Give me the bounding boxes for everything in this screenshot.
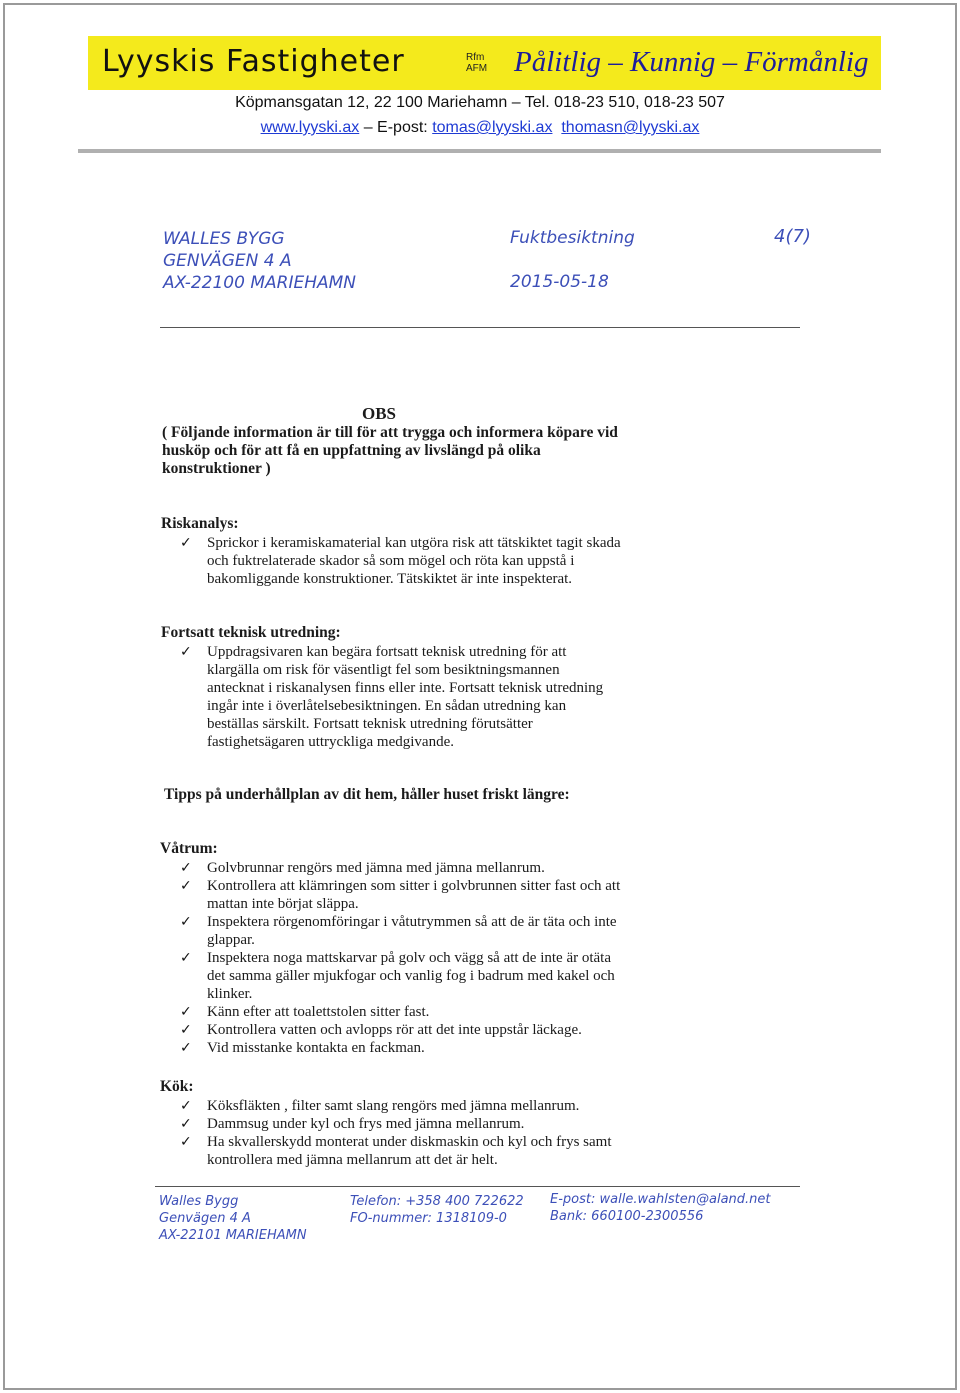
list-item-text: Ha skvallerskydd monterat under diskmaskin och kyl och frys samt kontrollera med jämna mellanrum att det är helt. bbox=[207, 1134, 612, 1168]
list-item-text: Kontrollera att klämringen som sitter i golvbrunnen sitter fast och att mattan inte börjat släppa. bbox=[207, 878, 621, 912]
list-item bbox=[180, 1021, 625, 1039]
email-link-2[interactable]: thomasn@lyyski.ax bbox=[561, 119, 700, 136]
certification-afm: AFM bbox=[466, 63, 488, 74]
document-date: 2015-05-18 bbox=[510, 272, 609, 292]
riskanalys-list bbox=[180, 534, 625, 588]
contact-line bbox=[80, 119, 880, 137]
checkmark-icon: ✓ bbox=[180, 914, 192, 930]
kok-title: Kök: bbox=[160, 1078, 194, 1095]
list-item-text: Sprickor i keramiskamaterial kan utgöra risk att tätskiktet tagit skada och fuktrelaterade skador så som mögel och röta kan uppstå i bakomliggande konstruktioner. Tätskiktet är inte inspekterat. bbox=[207, 535, 621, 587]
list-item bbox=[180, 1133, 625, 1169]
sender-city: AX-22100 MARIEHAMN bbox=[163, 273, 356, 293]
email-link-1[interactable]: tomas@lyyski.ax bbox=[432, 119, 553, 136]
sender-street: GENVÄGEN 4 A bbox=[163, 251, 292, 271]
footer-company: Walles Bygg bbox=[159, 1194, 239, 1209]
document-header-divider bbox=[160, 327, 800, 328]
list-item bbox=[180, 643, 620, 751]
page-number: 4(7) bbox=[774, 226, 811, 247]
list-item bbox=[180, 949, 625, 1003]
footer-street: Genvägen 4 A bbox=[159, 1211, 251, 1226]
header-divider bbox=[78, 149, 881, 153]
footer-email-block bbox=[550, 1191, 771, 1225]
checkmark-icon: ✓ bbox=[180, 878, 192, 894]
list-item-text: Vid misstanke kontakta en fackman. bbox=[207, 1040, 425, 1056]
address-line: Köpmansgatan 12, 22 100 Mariehamn – Tel. 018-23 510, 018-23 507 bbox=[235, 94, 725, 111]
checkmark-icon: ✓ bbox=[180, 1022, 192, 1038]
footer-address bbox=[159, 1193, 307, 1244]
checkmark-icon: ✓ bbox=[180, 1098, 192, 1114]
slogan: Pålitlig – Kunnig – Förmånlig bbox=[514, 46, 869, 78]
list-item-text: Kontrollera vatten och avlopps rör att det inte uppstår läckage. bbox=[207, 1022, 582, 1038]
list-item-text: Golvbrunnar rengörs med jämna med jämna mellanrum. bbox=[207, 860, 545, 876]
sender-name: WALLES BYGG bbox=[163, 229, 285, 249]
vatrum-title: Våtrum: bbox=[160, 840, 218, 857]
company-certification bbox=[466, 52, 487, 74]
list-item-text: Känn efter att toalettstolen sitter fast. bbox=[207, 1004, 430, 1020]
footer-phone: Telefon: +358 400 722622 bbox=[350, 1194, 524, 1209]
checkmark-icon: ✓ bbox=[180, 1040, 192, 1056]
document-type: Fuktbesiktning bbox=[510, 228, 635, 248]
list-item bbox=[180, 859, 625, 877]
checkmark-icon: ✓ bbox=[180, 1134, 192, 1150]
footer-phone-block bbox=[350, 1193, 524, 1227]
list-item bbox=[180, 1097, 625, 1115]
vatrum-list bbox=[180, 859, 625, 1057]
company-name: Lyyskis Fastigheter bbox=[102, 44, 405, 79]
list-item-text: Dammsug under kyl och frys med jämna mellanrum. bbox=[207, 1116, 525, 1132]
list-item-text: Inspektera rörgenomföringar i våtutrymmen så att de är täta och inte glappar. bbox=[207, 914, 617, 948]
checkmark-icon: ✓ bbox=[180, 644, 192, 660]
footer-bank: Bank: 660100-2300556 bbox=[550, 1209, 704, 1224]
tips-title: Tipps på underhållplan av dit hem, håller huset friskt längre: bbox=[164, 786, 570, 803]
riskanalys-title: Riskanalys: bbox=[161, 515, 239, 532]
list-item bbox=[180, 534, 625, 588]
checkmark-icon: ✓ bbox=[180, 1004, 192, 1020]
obs-text: ( Följande information är till för att trygga och informera köpare vid husköp och för att få en uppfattning av livslängd på olika konstruktioner ) bbox=[162, 424, 618, 477]
checkmark-icon: ✓ bbox=[180, 860, 192, 876]
fortsatt-list bbox=[180, 643, 620, 751]
website-link[interactable]: www.lyyski.ax bbox=[260, 119, 360, 136]
list-item-text: Uppdragsivaren kan begära fortsatt teknisk utredning för att klargälla om risk för väsentligt fel som besiktningsmannen antecknat i riskanalysen finns eller inte. Fortsatt teknisk utredning ingår inte i överlåtelsebesiktningen. En sådan utredning kan beställas särskilt. Fortsatt teknisk utredning förutsätter fastighetsägaren uttryckliga medgivande. bbox=[207, 644, 604, 750]
checkmark-icon: ✓ bbox=[180, 950, 192, 966]
sender-address bbox=[163, 228, 356, 294]
list-item bbox=[180, 1039, 625, 1057]
footer-business-id: FO-nummer: 1318109-0 bbox=[350, 1211, 507, 1226]
email-separator: – E-post: bbox=[359, 119, 433, 136]
list-item-text: Köksfläkten , filter samt slang rengörs med jämna mellanrum. bbox=[207, 1098, 580, 1114]
list-item bbox=[180, 913, 625, 949]
footer-divider bbox=[155, 1186, 800, 1187]
checkmark-icon: ✓ bbox=[180, 1116, 192, 1132]
letterhead-banner bbox=[88, 36, 881, 90]
kok-list bbox=[180, 1097, 625, 1169]
list-item-text: Inspektera noga mattskarvar på golv och vägg så att de inte är otäta det samma gäller mjukfogar och vanlig fog i badrum med kakel och klinker. bbox=[207, 950, 615, 1002]
fortsatt-title: Fortsatt teknisk utredning: bbox=[161, 624, 341, 641]
footer-city: AX-22101 MARIEHAMN bbox=[159, 1228, 307, 1243]
obs-title: OBS bbox=[362, 404, 397, 423]
footer-email: E-post: walle.wahlsten@aland.net bbox=[550, 1192, 771, 1207]
list-item bbox=[180, 1003, 625, 1021]
list-item bbox=[180, 1115, 625, 1133]
checkmark-icon: ✓ bbox=[180, 535, 192, 551]
certification-rfm: Rfm bbox=[466, 52, 485, 63]
list-item bbox=[180, 877, 625, 913]
